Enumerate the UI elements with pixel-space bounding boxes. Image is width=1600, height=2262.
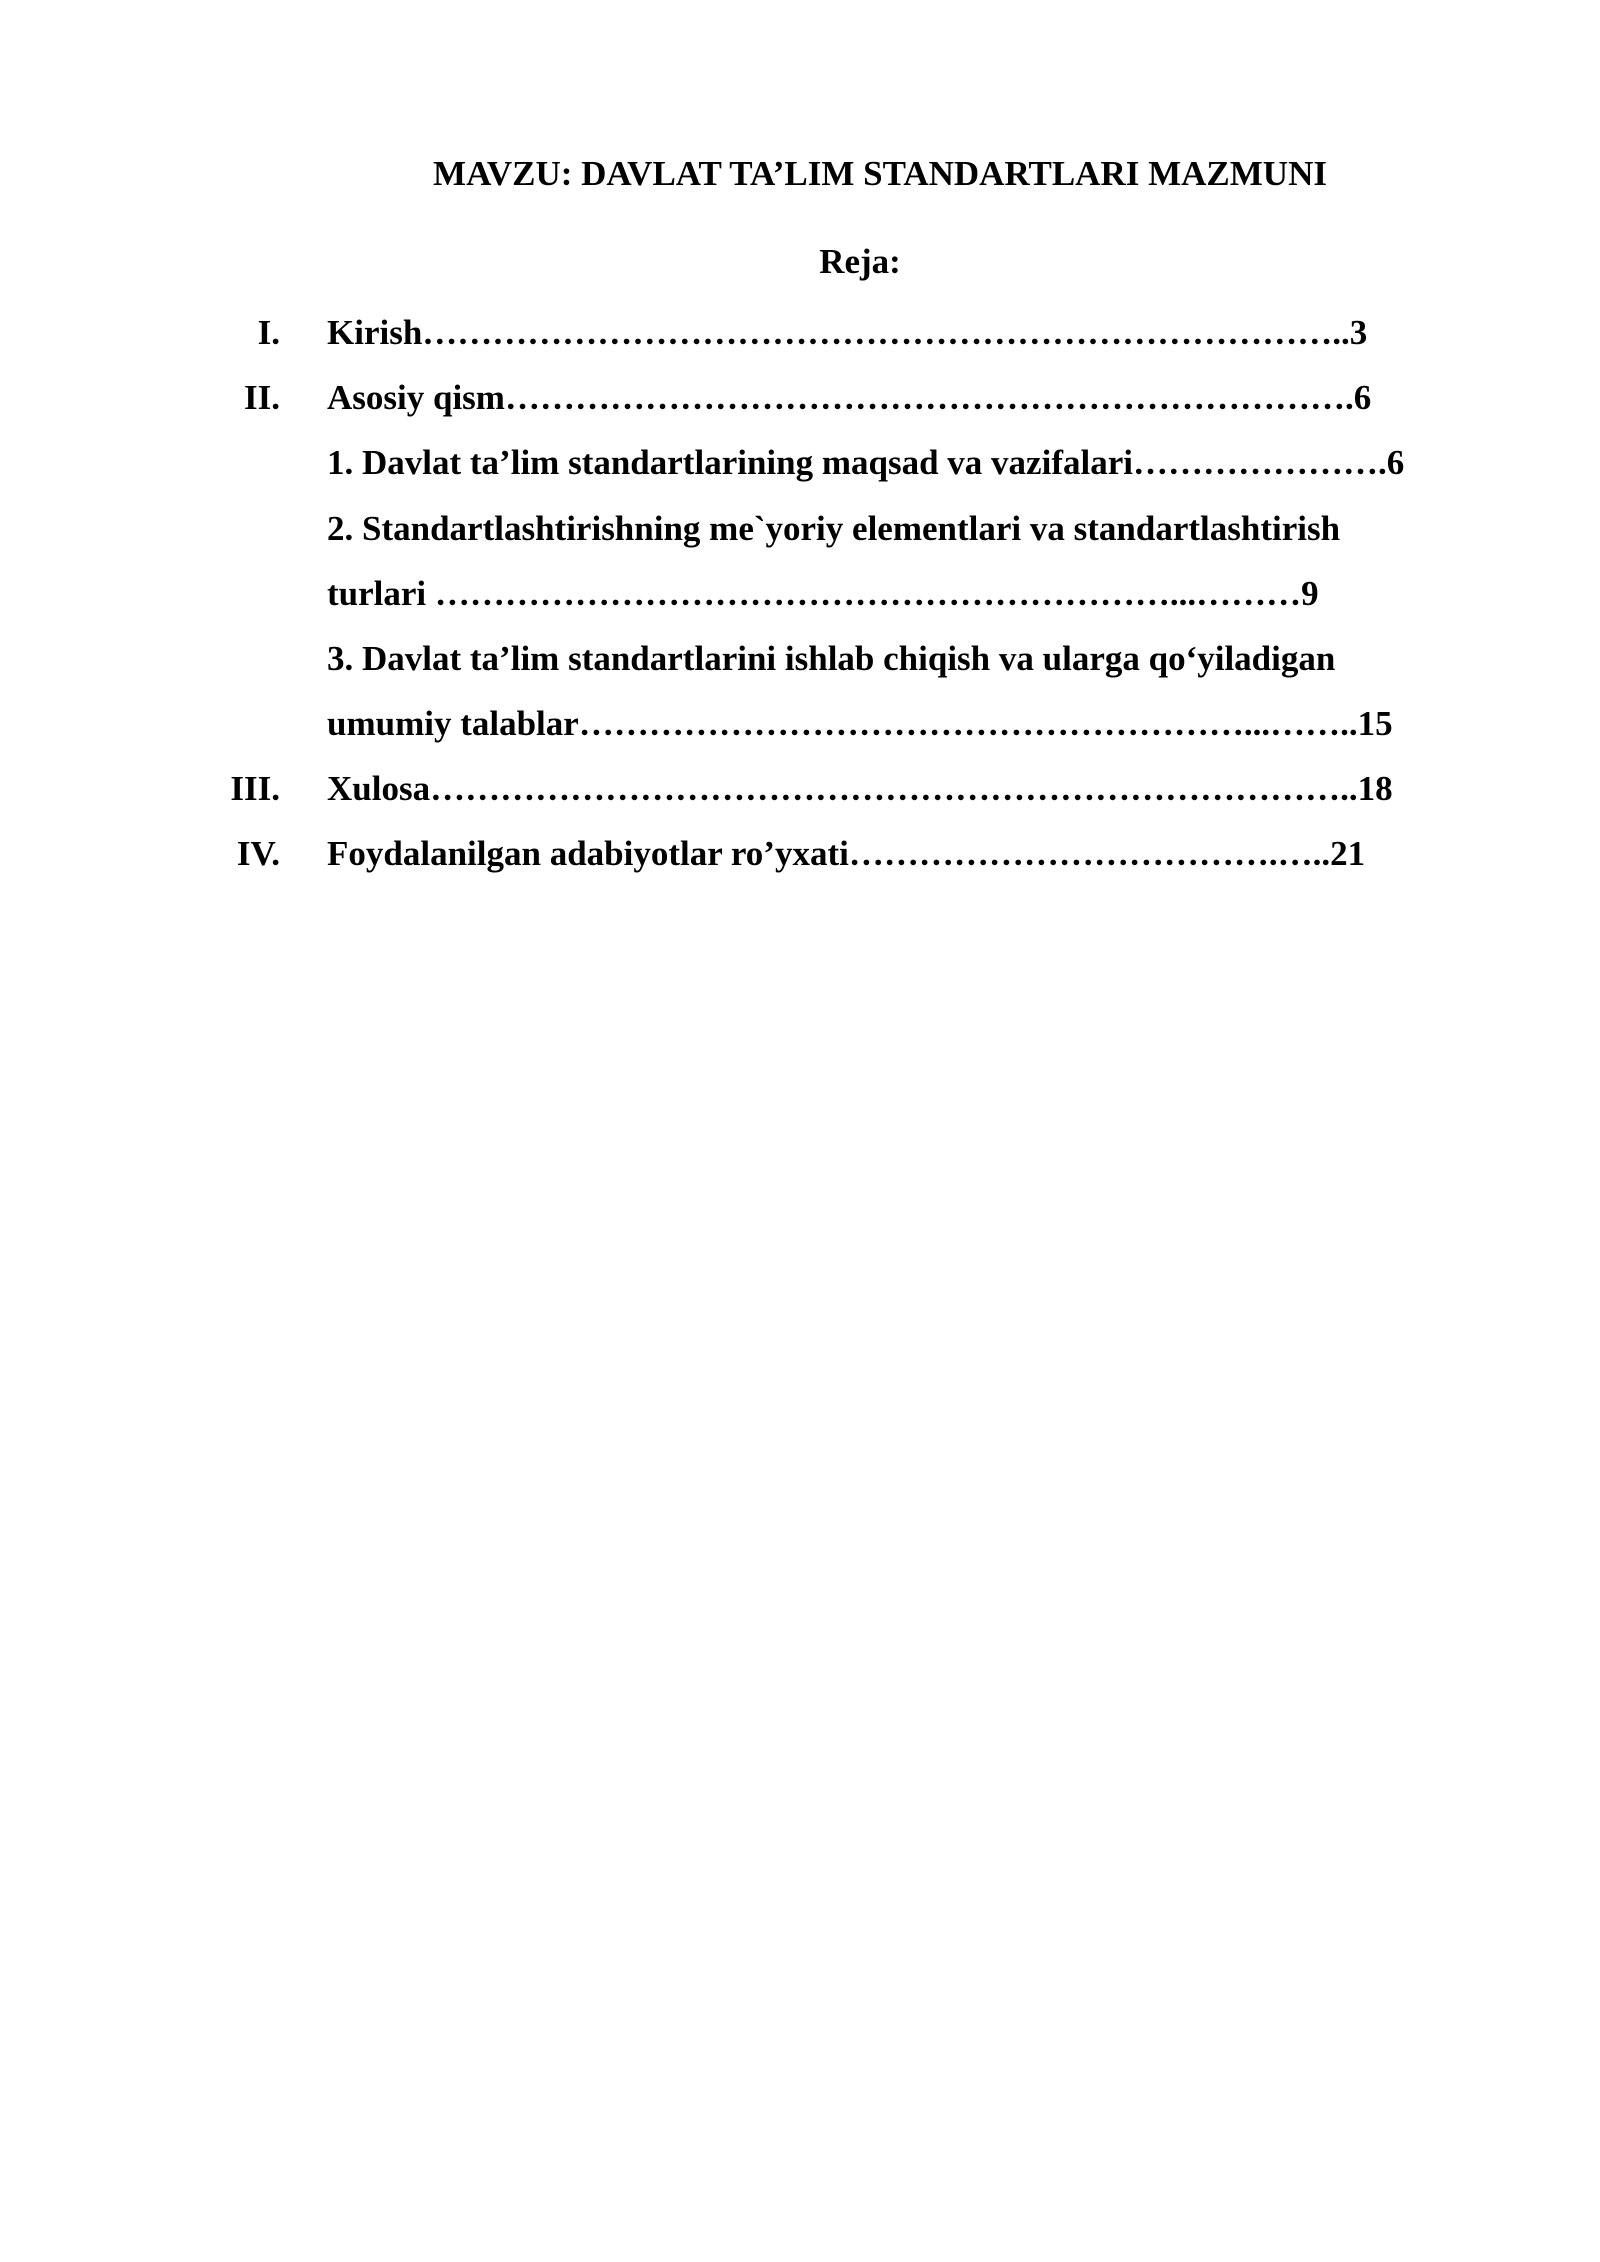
toc-entry-kirish: Kirish……………………………………………………………………..3: [327, 313, 1368, 352]
toc-subentry-2-line-2: turlari ………………………………………………………...………9: [327, 574, 1319, 613]
toc-number-3: III.: [230, 769, 280, 808]
toc-entry-xulosa: Xulosa……………………………………………………………………..18: [327, 769, 1393, 808]
toc-entry-asosiy-qism: Asosiy qism……………………………………………………………….6: [327, 378, 1372, 417]
toc-entry-adabiyotlar: Foydalanilgan adabiyotlar ro’yxati……………………………….…..21: [327, 834, 1366, 873]
toc-number-1: I.: [257, 313, 280, 352]
toc-subentry-2-line-1: 2. Standartlashtirishning me`yoriy elementlari va standartlashtirish: [327, 509, 1341, 548]
toc-subentry-3-line-2: umumiy talablar…………………………………………………...……..15: [327, 704, 1393, 743]
document-title: MAVZU: DAVLAT TA’LIM STANDARTLARI MAZMUNI: [433, 154, 1327, 193]
plan-heading: Reja:: [819, 242, 901, 281]
toc-number-4: IV.: [236, 834, 280, 873]
toc-number-2: II.: [244, 378, 280, 417]
toc-subentry-1: 1. Davlat ta’lim standartlarining maqsad va vazifalari………………….6: [327, 443, 1405, 482]
toc-subentry-3-line-1: 3. Davlat ta’lim standartlarini ishlab chiqish va ularga qo‘yiladigan: [327, 639, 1336, 678]
